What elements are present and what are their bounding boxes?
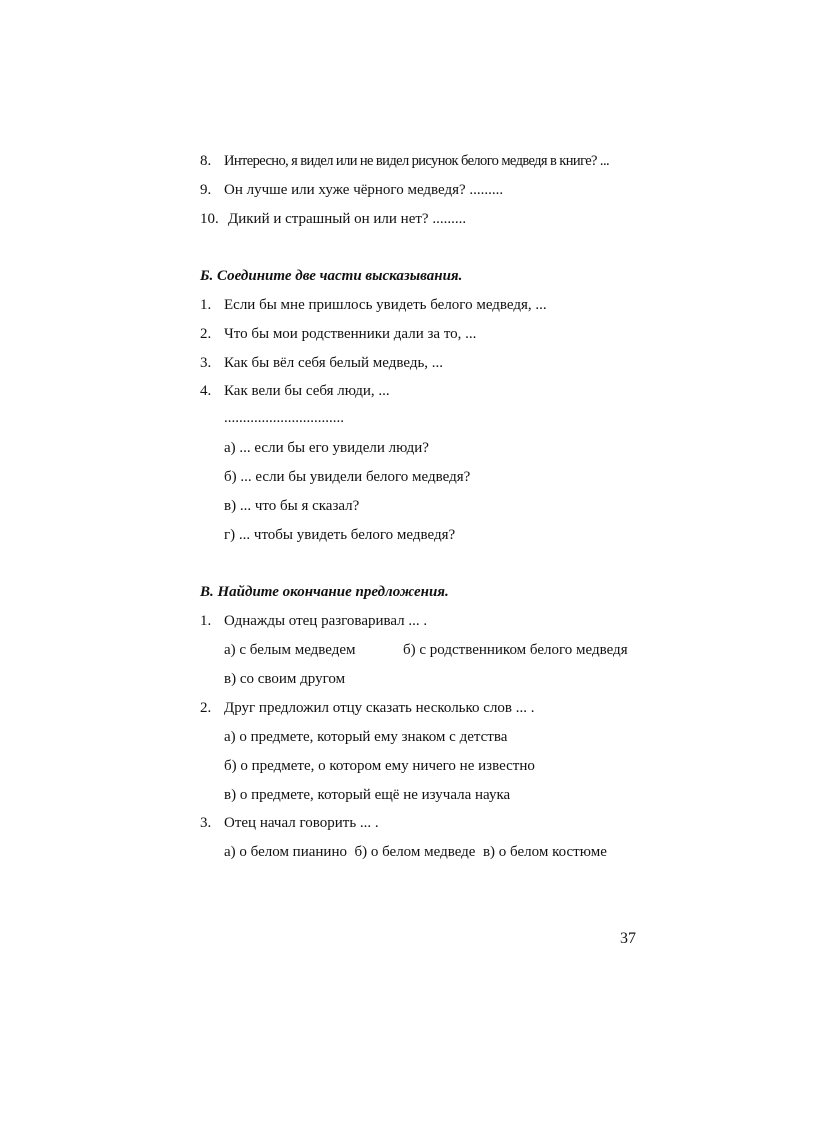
section-v-heading: В. Найдите окончание предложения. bbox=[200, 584, 449, 600]
item-number: 8. bbox=[200, 153, 212, 169]
question-item bbox=[200, 612, 427, 630]
option-item: б) о предмете, о котором ему ничего не известно bbox=[224, 758, 535, 774]
item-text: Интересно, я видел или не видел рисунок белого медведя в книге? ... bbox=[224, 153, 609, 169]
item-number: 10. bbox=[200, 211, 219, 227]
option-item: а) ... если бы его увидели люди? bbox=[224, 440, 429, 456]
answer-blank: ................................ bbox=[224, 410, 344, 426]
item-number: 2. bbox=[200, 326, 212, 342]
option-item: а) с белым медведем bbox=[224, 642, 356, 658]
list-item bbox=[200, 152, 609, 170]
option-item: б) с родственником белого медведя bbox=[403, 642, 628, 658]
item-number: 2. bbox=[200, 700, 212, 716]
item-text: Отец начал говорить ... . bbox=[224, 815, 379, 831]
item-text: Как бы вёл себя белый медведь, ... bbox=[224, 355, 444, 371]
option-item: в) со своим другом bbox=[224, 671, 346, 687]
question-item bbox=[200, 699, 535, 717]
item-text: Он лучше или хуже чёрного медведя? ......... bbox=[224, 182, 504, 198]
section-b-heading: Б. Соедините две части высказывания. bbox=[200, 268, 463, 284]
item-text: Что бы мои родственники дали за то, ... bbox=[224, 326, 477, 342]
list-item bbox=[200, 210, 466, 228]
option-item: б) ... если бы увидели белого медведя? bbox=[224, 469, 471, 485]
option-item: в) о предмете, который ещё не изучала наука bbox=[224, 787, 511, 803]
list-item bbox=[200, 296, 547, 314]
list-item bbox=[200, 181, 503, 199]
item-number: 9. bbox=[200, 182, 212, 198]
page-number: 37 bbox=[620, 930, 636, 947]
item-number: 3. bbox=[200, 815, 212, 831]
question-item bbox=[200, 814, 379, 832]
item-number: 1. bbox=[200, 297, 212, 313]
list-item bbox=[200, 325, 476, 343]
item-text: Дикий и страшный он или нет? ......... bbox=[228, 211, 467, 227]
item-text: Однажды отец разговаривал ... . bbox=[224, 613, 428, 629]
item-number: 3. bbox=[200, 355, 212, 371]
list-item bbox=[200, 354, 443, 372]
option-item: а) о предмете, который ему знаком с детства bbox=[224, 729, 508, 745]
option-item: а) о белом пианино б) о белом медведе в) о белом костюме bbox=[224, 844, 607, 860]
item-number: 4. bbox=[200, 383, 212, 399]
option-item: г) ... чтобы увидеть белого медведя? bbox=[224, 527, 456, 543]
item-text: Друг предложил отцу сказать несколько слов ... . bbox=[224, 700, 535, 716]
item-text: Если бы мне пришлось увидеть белого медведя, ... bbox=[224, 297, 547, 313]
item-text: Как вели бы себя люди, ... bbox=[224, 383, 390, 399]
item-number: 1. bbox=[200, 613, 212, 629]
option-item: в) ... что бы я сказал? bbox=[224, 498, 360, 514]
list-item bbox=[200, 382, 390, 400]
